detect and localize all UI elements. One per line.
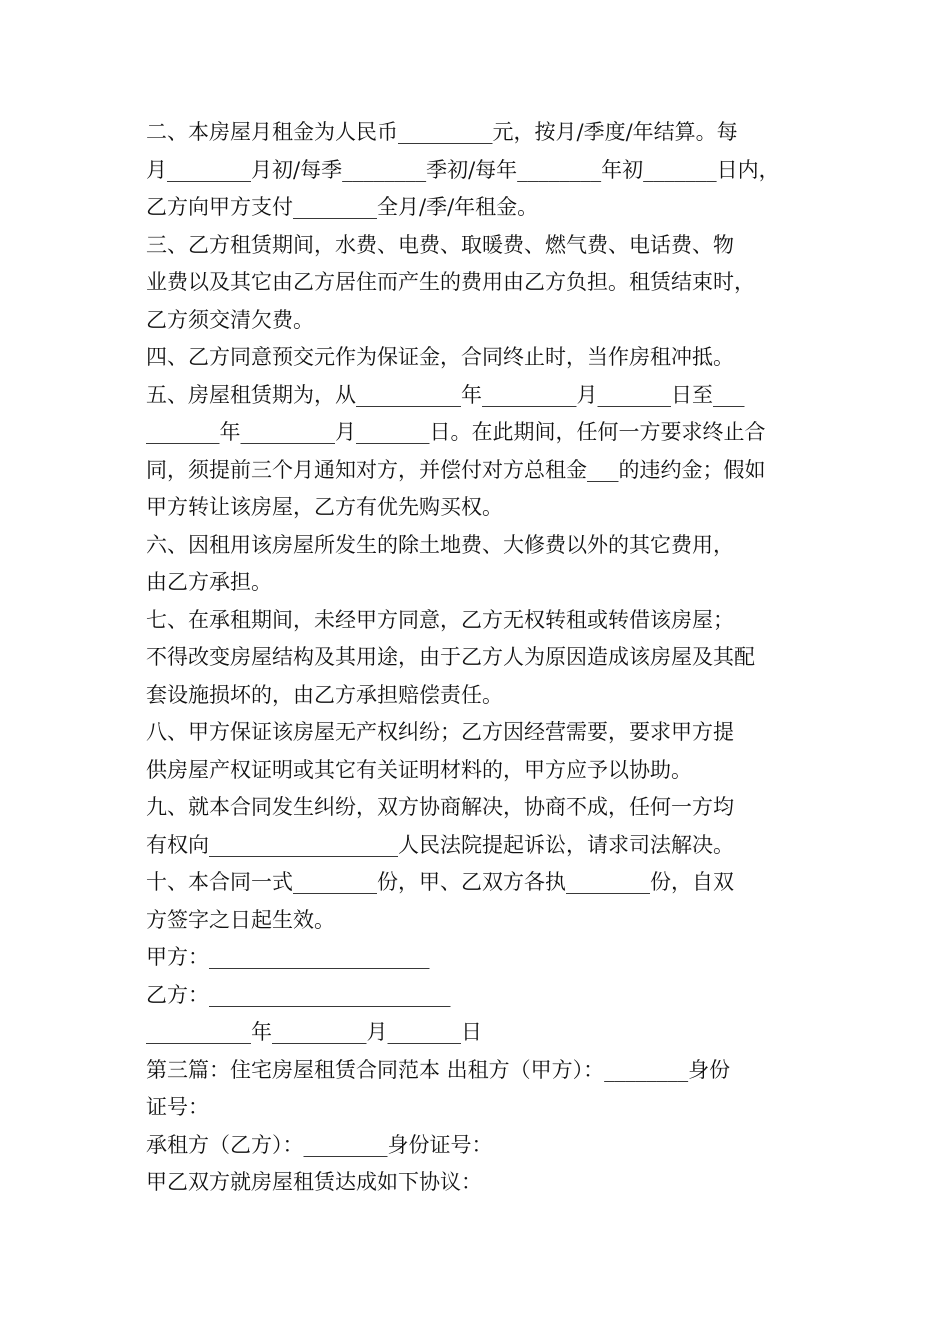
text-line: 八、甲方保证该房屋无产权纠纷；乙方因经营需要，要求甲方提 — [146, 720, 734, 744]
signature-line-party-b: 乙方：_______________________ — [146, 982, 451, 1007]
text-line: 由乙方承担。 — [146, 570, 272, 594]
text-line: 同，须提前三个月通知对方，并偿付对方总租金___的违约金；假如 — [146, 457, 766, 482]
text-line: 甲方转让该房屋，乙方有优先购买权。 — [146, 495, 503, 519]
signature-line-party-a: 甲方：_____________________ — [146, 945, 430, 969]
text-line: 二、本房屋月租金为人民币_________元，按月/季度/年结算。每 — [146, 120, 738, 144]
text-line: 不得改变房屋结构及其用途，由于乙方人为原因造成该房屋及其配 — [146, 645, 755, 669]
text-line: 承租方（乙方）：________身份证号： — [146, 1132, 493, 1157]
text-line: 六、因租用该房屋所发生的除土地费、大修费以外的其它费用， — [146, 532, 734, 557]
text-line: 三、乙方租赁期间，水费、电费、取暖费、燃气费、电话费、物 — [146, 232, 734, 257]
text-line: _______年_________月_______日。在此期间，任何一方要求终止合 — [146, 420, 766, 444]
text-line: 乙方向甲方支付________全月/季/年租金。 — [146, 195, 539, 219]
text-line: 供房屋产权证明或其它有关证明材料的，甲方应予以协助。 — [146, 757, 692, 782]
text-line: 七、在承租期间，未经甲方同意，乙方无权转租或转借该房屋； — [146, 607, 734, 632]
text-line: 套设施损坏的，由乙方承担赔偿责任。 — [146, 682, 503, 707]
text-line: 乙方须交清欠费。 — [146, 307, 314, 332]
text-line: 四、乙方同意预交元作为保证金，合同终止时，当作房租冲抵。 — [146, 345, 734, 369]
text-line: 月________月初/每季________季初/每年________年初_______日内， — [146, 157, 780, 182]
text-line: 证号： — [146, 1095, 209, 1119]
text-line: 十、本合同一式________份，甲、乙双方各执________份，自双 — [146, 870, 734, 894]
text-line: 业费以及其它由乙方居住而产生的费用由乙方负担。租赁结束时， — [146, 270, 755, 294]
text-line: 甲乙双方就房屋租赁达成如下协议： — [146, 1170, 482, 1194]
date-line: __________年_________月_______日 — [146, 1020, 482, 1044]
contract-text — [146, 114, 810, 1202]
text-line: 五、房屋租赁期为，从__________年_________月_______日至___ — [146, 382, 745, 407]
text-line: 方签字之日起生效。 — [146, 907, 335, 932]
text-line: 有权向__________________人民法院提起诉讼，请求司法解决。 — [146, 832, 734, 857]
text-line: 九、就本合同发生纠纷，双方协商解决，协商不成，任何一方均 — [146, 795, 734, 819]
section-heading: 第三篇：住宅房屋租赁合同范本 出租方（甲方）：________身份 — [146, 1057, 731, 1082]
